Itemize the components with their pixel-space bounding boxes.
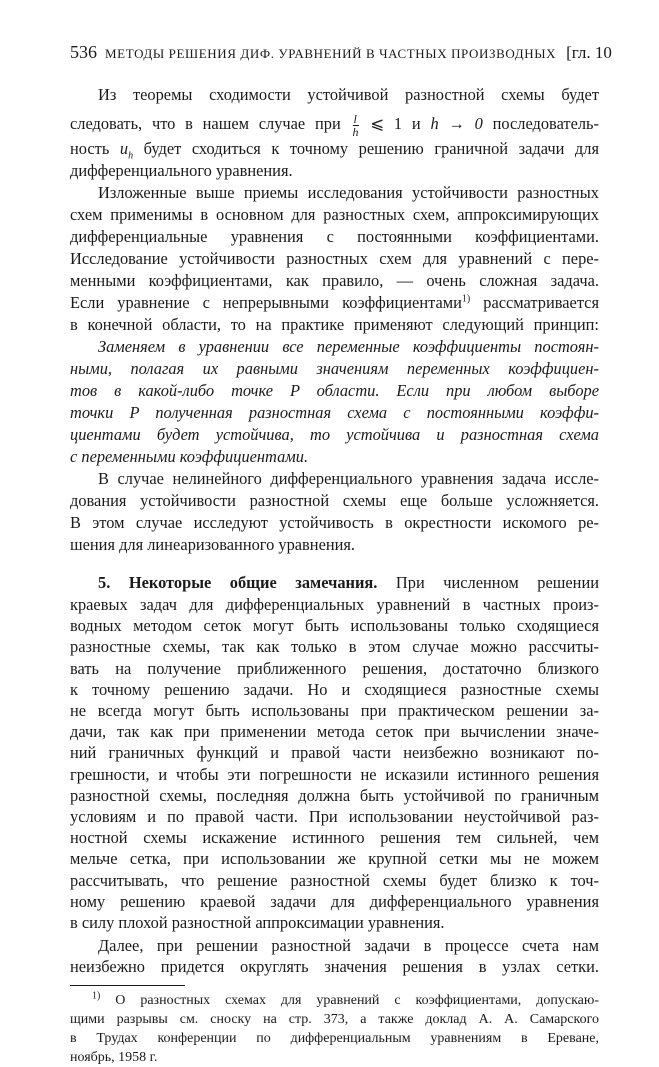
text-line: разностной схемы, последняя должна быть устойчивой по граничным (70, 785, 599, 805)
footnote-rule (70, 985, 185, 986)
text-line: Если уравнение с непрерывными коэффициентами$^{1)}$ рассматривается (70, 293, 599, 312)
text-line: к точному решению задачи. Но и сходящиеся разностные схемы (70, 679, 599, 699)
text-line: дования устойчивости разностной схемы еще больше усложняется. (70, 491, 599, 510)
footnote-line: ноябрь, 1958 г. (70, 1050, 158, 1066)
principle-line: точки P полученная разностная схема с постоянными коэффи- (70, 403, 599, 422)
text-line: разностные схемы, так как только в этом случае можно рассчиты- (70, 637, 599, 657)
text-line: водных методом сеток могут быть использованы только сходящиеся (70, 616, 599, 636)
text-line: условиям и по правой части. При использовании неустойчивой раз- (70, 807, 599, 826)
running-title: МЕТОДЫ РЕШЕНИЯ ДИФ. УРАВНЕНИЙ В ЧАСТНЫХ ПРОИЗВОДНЫХ (105, 46, 557, 61)
text-line: дифференциальные уравнения с постоянными коэффициентами. (70, 227, 599, 246)
text-line: в силу плохой разностной аппроксимации уравнения. (70, 913, 445, 932)
section-heading-line: 5. Некоторые общие замечания. При численном решении (98, 573, 599, 592)
text-line-with-formula: следовать, что в нашем случае при $\frac{l}{h}$ ⩽ 1 и h → 0 последователь- (70, 111, 599, 139)
text-line: дифференциального уравнения. (70, 161, 293, 180)
text-line: мельче сетка, при использовании же крупной сетки мы не можем (70, 849, 599, 869)
principle-line: циентами будет устойчива, то устойчива и разностная схема (70, 425, 599, 444)
text-line: вать на получение приближенного решения, достаточно близкого (70, 658, 599, 678)
text-line: Исследование устойчивости разностных схем для уравнений с пере- (70, 249, 599, 268)
principle-line: Заменяем в уравнении все переменные коэффициенты постоян- (98, 337, 599, 356)
text-line: Далее, при решении разностной задачи в процессе счета нам (98, 936, 599, 956)
text-line: менными коэффициентами, как правило, — очень сложная задача. (70, 271, 599, 290)
principle-line: тов в какой-либо точке P области. Если при любом выборе (70, 381, 599, 400)
text-line: краевых задач для дифференциальных уравнений в частных произ- (70, 595, 599, 614)
text-line: ний граничных функций и правой части неизбежно возникают по- (70, 743, 599, 763)
text-line: шения для линеаризованного уравнения. (70, 535, 356, 554)
principle-line: с переменными коэффициентами. (70, 447, 309, 466)
fraction-l-over-h: $\frac{l}{h}$ (352, 111, 359, 139)
running-header (70, 42, 612, 63)
text-line: рассчитывать, что решение разностной схемы будет близко к точ- (70, 870, 599, 890)
text-line: дачи, так как при применении метода сеток при вычислении значе- (70, 722, 599, 742)
principle-line: ными, полагая их равными значениям переменных коэффициен- (70, 359, 599, 378)
text-line: Из теоремы сходимости устойчивой разностной схемы будет (98, 85, 599, 104)
footnote-marker: 1) (92, 990, 101, 1002)
footnote-line: $^{1)}$ О разностных схемах для уравнений с коэффициентами, допускаю- (92, 990, 599, 1009)
page-number: 536 (70, 42, 97, 62)
text-line: грешности, и чтобы эти погрешности не исказили истинного решения (70, 764, 599, 784)
text-line: ность $u_h$ будет сходиться к точному решению граничной задачи для (70, 139, 599, 162)
text-line: В случае нелинейного дифференциального уравнения задача иссле- (98, 469, 599, 488)
text-line: неизбежно придется округлять значения решения в узлах сетки. (70, 957, 599, 977)
variable-u-h: $u_h$ (119, 139, 134, 162)
footnote-line: в Трудах конференции по дифференциальным уравнениям в Ереване, (70, 1031, 599, 1047)
text-line: ному решению краевой задачи для дифференциального уравнения (70, 891, 599, 911)
section-heading: 5. Некоторые общие замечания. (98, 573, 378, 592)
chapter-marker: [гл. 10 (566, 43, 612, 62)
text-line: ностной схемы искажение истинного решения тем сильней, чем (70, 828, 599, 848)
footnote-line: щими разрывы см. сноску на стр. 373, а также доклад А. А. Самарского (70, 1012, 599, 1028)
text-line: в конечной области, то на практике применяют следующий принцип: (70, 315, 599, 334)
text-line: схем применимы в основном для разностных схем, аппроксимирующих (70, 205, 599, 224)
text-line: не всегда могут быть использованы при практическом решении за- (70, 701, 599, 720)
footnote-ref: 1) (461, 293, 471, 305)
text-line: Изложенные выше приемы исследования устойчивости разностных (98, 183, 599, 202)
text-line: В этом случае исследуют устойчивость в окрестности искомого ре- (70, 513, 599, 532)
